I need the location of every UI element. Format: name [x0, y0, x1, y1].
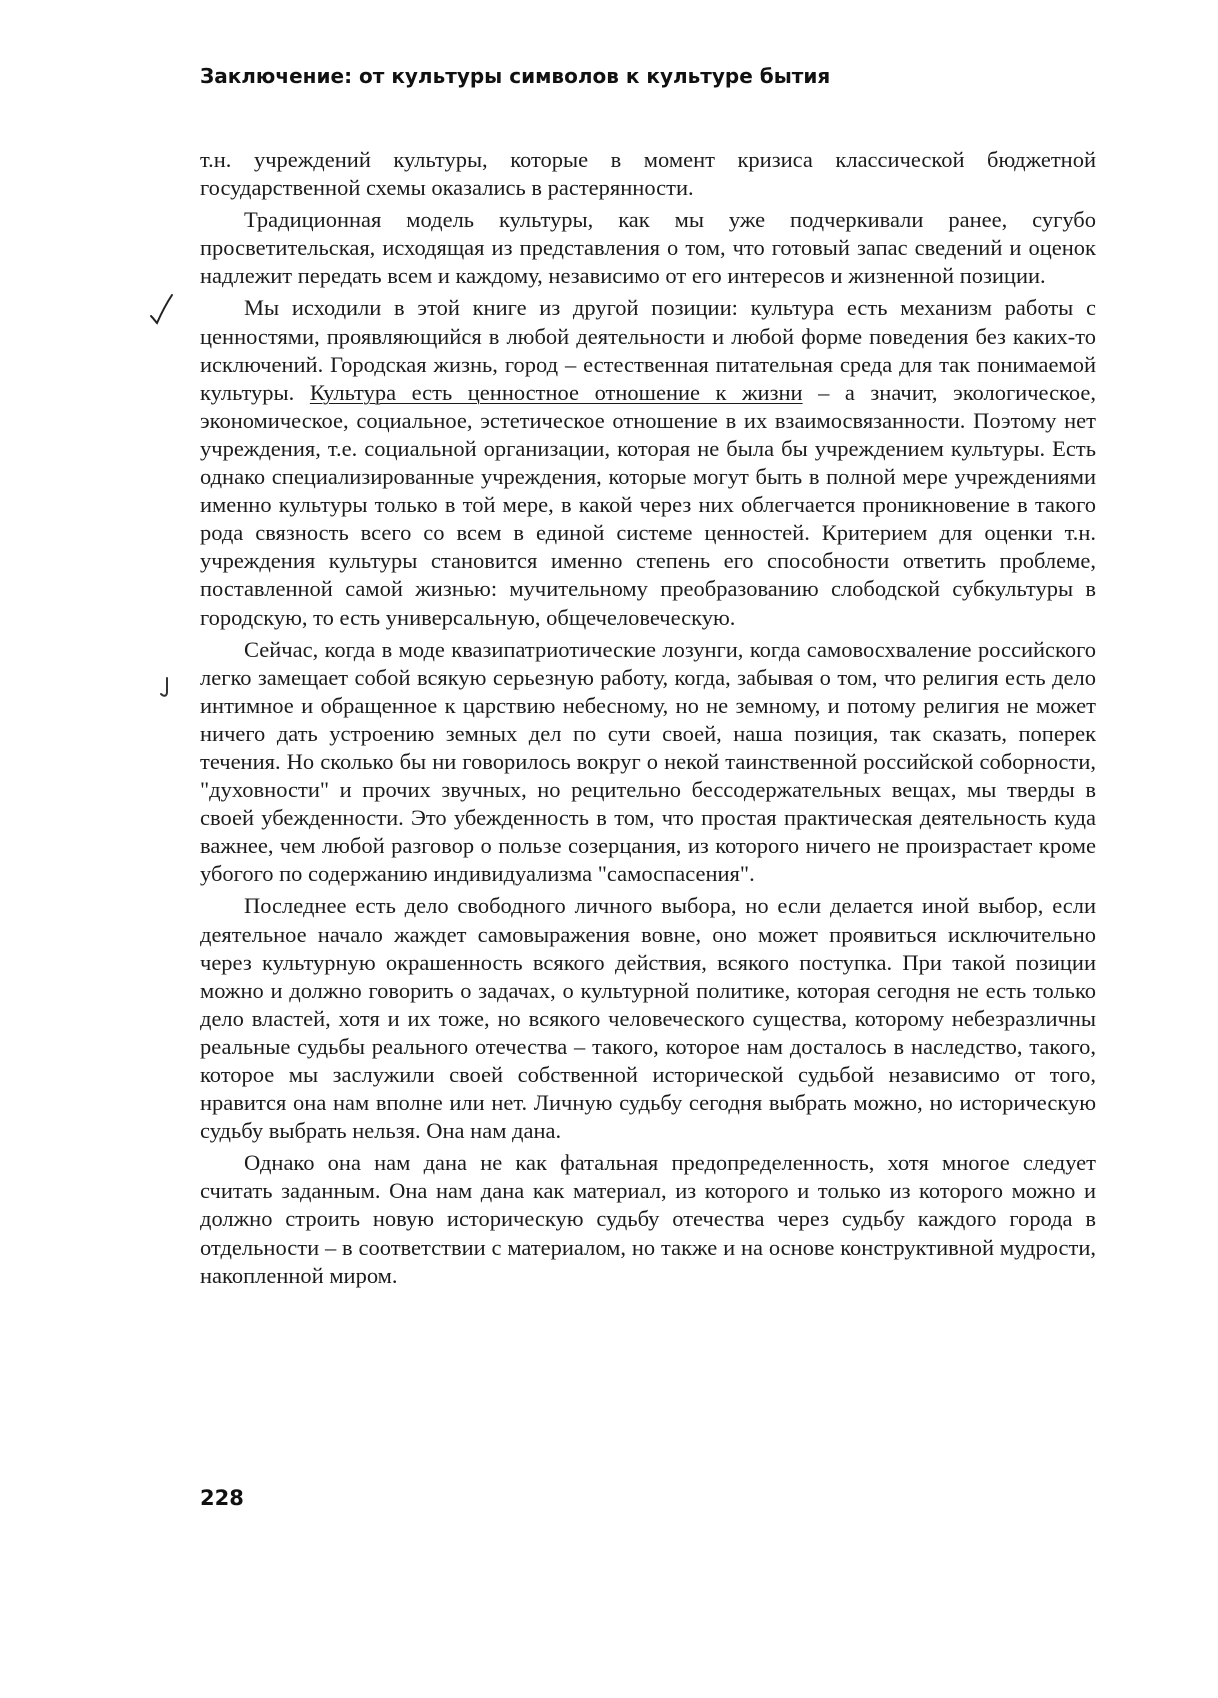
paragraph-1: т.н. учреждений культуры, которые в момент кризиса классической бюджетной государственной схемы оказались в растерянности.	[200, 147, 1096, 201]
margin-hook-mark-icon	[158, 676, 176, 700]
paragraph-2: Традиционная модель культуры, как мы уже подчеркивали ранее, сугубо просветительская, исходящая из представления о том, что готовый запас сведений и оценок надлежит передать всем и каждому, независимо от его интересов и жизненной позиции.	[200, 207, 1096, 289]
paragraph-6: Однако она нам дана не как фатальная предопределенность, хотя многое следует считать заданным. Она нам дана как материал, из которого и только из которого можно и должно строить новую историческую судьбу отечества через судьбу каждого города в отдельности – в соответствии с материалом, но также и на основе конструктивной мудрости, накопленной миром.	[200, 1150, 1096, 1288]
paragraph-3-end: – а значит, экологическое, экономическое, социальное, эстетическое отношение в их взаимосвязанности. Поэтому нет учреждения, т.е. социальной организации, которая не была бы учреждением культуры. Есть однако специализированные учреждения, которые могут быть в полной мере учреждениями именно культуры только в той мере, в какой через них облегчается проникновение в такого рода связность всего со всем в единой системе ценностей. Критерием для оценки т.н. учреждения культуры становится именно степень его способности ответить проблеме, поставленной самой жизнью: мучительному преобразованию слободской субкультуры в городскую, то есть универсальную, общечеловеческую.	[200, 379, 1096, 630]
paragraph-4: Сейчас, когда в моде квазипатриотические лозунги, когда самовосхваление российского легко замещает собой всякую серьезную работу, когда, забывая о том, что религия есть дело интимное и обращенное к царствию небесному, но не земному, и потому религия не может ничего дать устроению земных дел по сути своей, наша позиция, так сказать, поперек течения. Но сколько бы ни говорилось вокруг о некой таинственной российской соборности, "духовности" и прочих звучных, но рецительно бессодержательных вещах, мы тверды в своей убежденности. Это убежденность в том, что простая практическая деятельность куда важнее, чем любой разговор о пользе созерцания, из которого ничего не произрастает кроме убогого по содержанию индивидуализма "самоспасения".	[200, 636, 1096, 887]
paragraph-3	[200, 294, 1096, 631]
underlined-phrase: Культура есть ценностное отношение к жизни	[309, 379, 803, 405]
margin-checkmark-icon	[148, 292, 176, 328]
page-number: 228	[200, 1486, 244, 1510]
paragraph-3-start: Мы исходили в этой книге из другой позиции: культура есть механизм работы с ценностями, проявляющийся в любой деятельности и любой форме поведения без каких-то исключений. Городская жизнь, город – естественная питательная среда для так понимаемой культуры.	[200, 295, 1096, 405]
body-text	[200, 146, 1096, 1294]
paragraph-5: Последнее есть дело свободного личного выбора, но если делается иной выбор, если деятельное начало жаждет самовыражения вовне, оно может проявиться исключительно через культурную окрашенность всякого действия, всякого поступка. При такой позиции можно и должно говорить о задачах, о культурной политике, которая сегодня не есть только дело властей, хотя и их тоже, но всякого человеческого существа, которому небезразличны реальные судьбы реального отечества – такого, которое нам досталось в наследство, такого, которое мы заслужили своей собственной исторической судьбой независимо от того, нравится она нам вполне или нет. Личную судьбу сегодня выбрать можно, но историческую судьбу выбрать нельзя. Она нам дана.	[200, 893, 1096, 1144]
running-head: Заключение: от культуры символов к культуре бытия	[200, 64, 831, 88]
